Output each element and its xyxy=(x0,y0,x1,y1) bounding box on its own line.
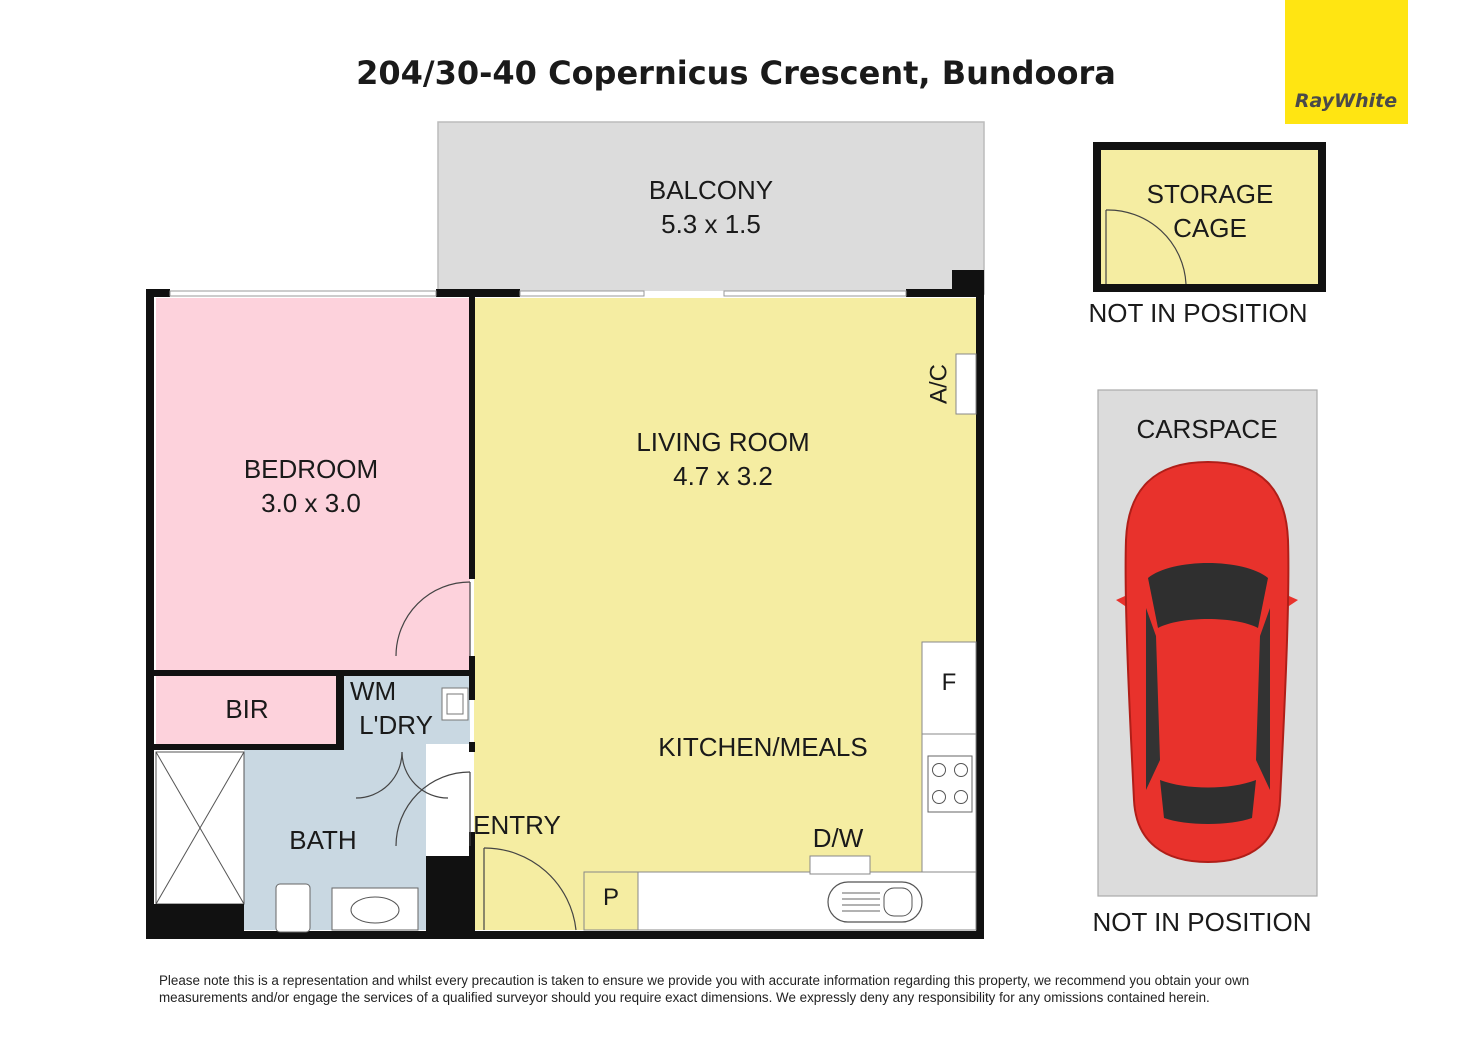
balcony-label: BALCONY xyxy=(648,175,774,205)
disclaimer-text: Please note this is a representation and whilst every precaution is taken to ensure we provide you with accurate information regarding this property, we recommend you obtain your own measurements and/or engage the services of a qualified surveyor should you require exact dimensions. We expressly deny any responsibility for any omissions contained herein. xyxy=(159,973,1250,1005)
bedroom-window xyxy=(170,291,436,296)
dishwasher-label: D/W xyxy=(812,823,864,853)
entry-label: ENTRY xyxy=(473,810,561,840)
storage-note: NOT IN POSITION xyxy=(1088,298,1308,328)
balcony-floor xyxy=(438,122,984,294)
storage-cage xyxy=(1088,146,1322,328)
wall-east xyxy=(976,294,984,939)
logo-text: RayWhite xyxy=(1294,90,1398,112)
laundry-label-wm: WM xyxy=(350,676,397,706)
page-title: 204/30-40 Copernicus Crescent, Bundoora xyxy=(356,54,1116,92)
balcony-area xyxy=(438,122,984,294)
storage-label: STORAGE xyxy=(1146,179,1274,209)
wall-south xyxy=(146,931,984,939)
storage-label-2: CAGE xyxy=(1173,213,1247,243)
bir-label: BIR xyxy=(225,694,269,724)
bedroom-dimensions: 3.0 x 3.0 xyxy=(261,488,361,518)
wall-bir-south xyxy=(154,744,344,750)
wall-north-c xyxy=(906,289,984,297)
wall-west xyxy=(146,289,154,939)
dishwasher xyxy=(810,856,870,874)
wall-laundry-east xyxy=(469,742,475,752)
bedroom-floor xyxy=(156,298,470,674)
fridge-label: F xyxy=(941,669,957,696)
living-room-label: LIVING ROOM xyxy=(636,427,810,457)
kitchen-sink xyxy=(828,882,922,922)
ac-label: A/C xyxy=(925,363,953,405)
laundry-label: L'DRY xyxy=(359,710,433,740)
bath-duct xyxy=(426,856,470,932)
pantry-label: P xyxy=(602,884,620,911)
balcony-dimensions: 5.3 x 1.5 xyxy=(661,209,761,239)
raywhite-logo xyxy=(1285,0,1408,124)
vanity xyxy=(332,888,418,930)
bath-label: BATH xyxy=(289,825,357,855)
wall-north-b xyxy=(436,289,520,297)
toilet xyxy=(276,884,310,932)
kitchen-meals-label: KITCHEN/MEALS xyxy=(658,732,868,762)
bedroom-label: BEDROOM xyxy=(243,454,379,484)
car-windscreen xyxy=(1148,563,1268,628)
wall-bedroom-east xyxy=(469,297,475,579)
kitchen-bench xyxy=(638,872,976,930)
windows xyxy=(170,291,906,296)
wall-bir-laundry xyxy=(336,672,344,746)
ac-unit xyxy=(956,354,976,414)
sliding-door-a xyxy=(520,291,644,296)
wall-bedroom-south xyxy=(154,670,470,676)
car-icon xyxy=(1116,462,1298,862)
cooktop xyxy=(928,756,972,812)
living-room-dimensions: 4.7 x 3.2 xyxy=(673,461,773,491)
carspace xyxy=(1092,390,1317,937)
carspace-label: CARSPACE xyxy=(1136,414,1278,444)
wall-bedroom-east-lower xyxy=(469,656,475,700)
wall-north-a xyxy=(146,289,170,297)
sliding-door-b xyxy=(724,291,906,296)
shower-hob xyxy=(154,904,244,932)
carspace-note: NOT IN POSITION xyxy=(1092,907,1312,937)
washing-machine xyxy=(442,688,468,720)
